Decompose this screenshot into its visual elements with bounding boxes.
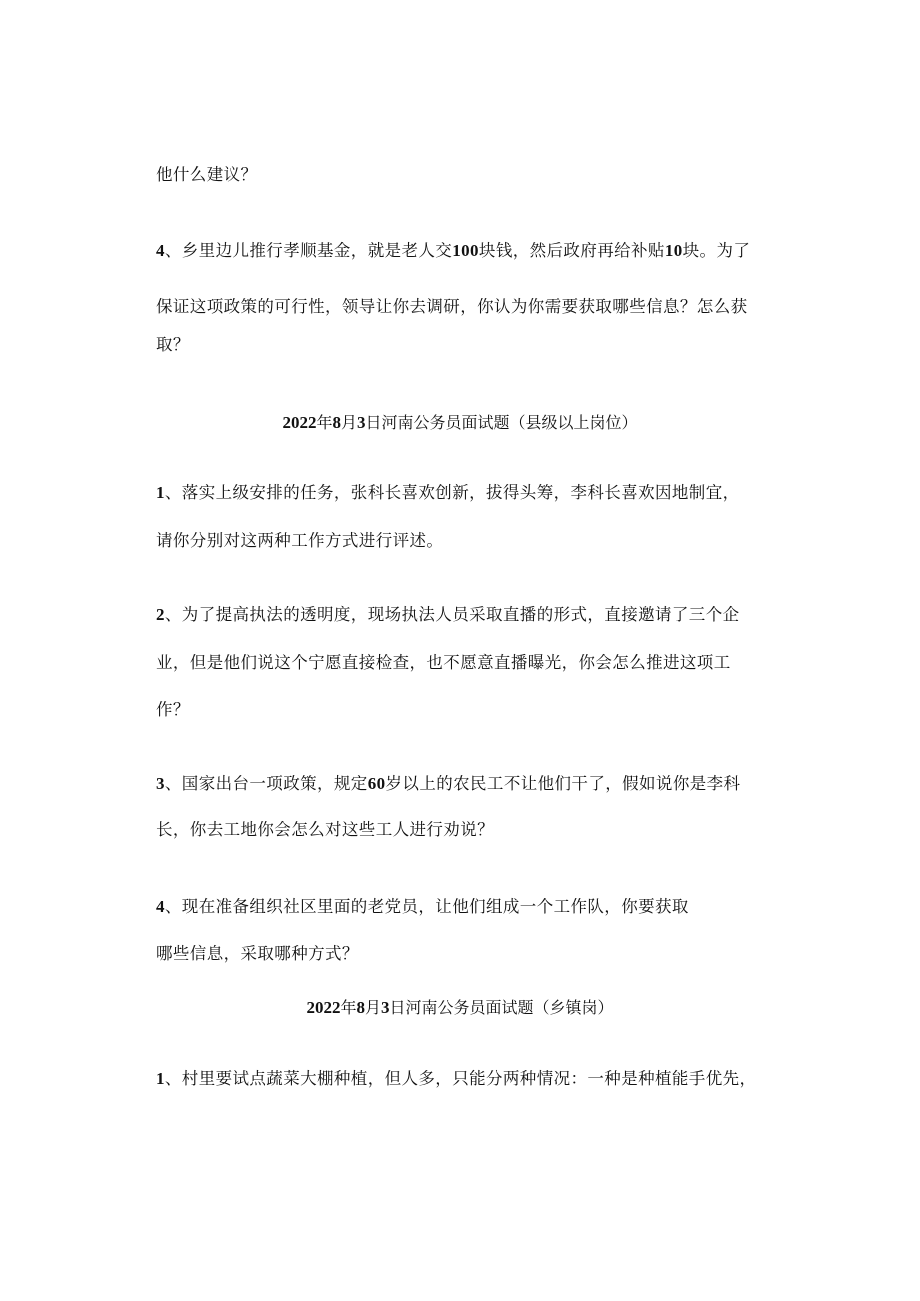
continued-paragraph-line: [156, 164, 257, 186]
text-span: 年: [340, 998, 357, 1017]
heading-month: 8: [356, 998, 365, 1017]
text-span: 他什么建议？: [156, 165, 258, 184]
number-span: 60: [367, 774, 386, 793]
s2-q2-line-3: [156, 699, 190, 721]
s2-q3-line-1: [156, 773, 740, 795]
s2-q4-line-1: [156, 896, 689, 918]
text-span: 、现在准备组织社区里面的老党员，让他们组成一个工作队，你要获取: [164, 897, 689, 916]
section-heading-county: [0, 412, 920, 434]
s2-q2-line-1: [156, 604, 740, 626]
heading-month: 8: [332, 413, 341, 432]
text-span: 、为了提高执法的透明度，现场执法人员采取直播的形式，直接邀请了三个企: [164, 605, 740, 624]
text-span: 日河南公务员面试题（县级以上岗位）: [365, 413, 638, 432]
text-span: 月: [364, 998, 381, 1017]
text-span: 取？: [156, 335, 190, 354]
question-number: 4: [156, 241, 165, 260]
text-span: 、国家出台一项政策，规定: [164, 774, 368, 793]
s2-q1-line-1: [156, 482, 740, 504]
text-span: 块。为了: [682, 241, 751, 260]
question-number: 1: [156, 1069, 165, 1088]
text-span: 长，你去工地你会怎么对这些工人进行劝说？: [156, 820, 494, 839]
text-span: 保证这项政策的可行性，领导让你去调研，你认为你需要获取哪些信息？怎么获: [156, 297, 748, 316]
s1-q4-line-1: [156, 240, 750, 262]
text-span: 岁以上的农民工不让他们干了，假如说你是李科: [385, 774, 741, 793]
number-span: 100: [452, 241, 479, 260]
question-number: 1: [156, 483, 165, 502]
text-span: 、落实上级安排的任务，张科长喜欢创新，拔得头筹，李科长喜欢因地制宜，: [164, 483, 740, 502]
s2-q1-line-2: [156, 530, 443, 552]
s2-q3-line-2: [156, 819, 494, 841]
section-heading-township: [0, 997, 920, 1019]
question-number: 4: [156, 897, 165, 916]
question-number: 3: [156, 774, 165, 793]
s2-q2-line-2: [156, 652, 731, 674]
question-number: 2: [156, 605, 165, 624]
text-span: 业，但是他们说这个宁愿直接检查，也不愿意直播曝光，你会怎么推进这项工: [156, 653, 731, 672]
text-span: 年: [316, 413, 333, 432]
text-span: 日河南公务员面试题（乡镇岗）: [389, 998, 614, 1017]
s1-q4-line-2: [156, 296, 748, 318]
text-span: 哪些信息，采取哪种方式？: [156, 944, 359, 963]
text-span: 、村里要试点蔬菜大棚种植，但人多，只能分两种情况：一种是种植能手优先，: [164, 1069, 757, 1088]
heading-day: 3: [357, 413, 366, 432]
s3-q1-line-1: [156, 1068, 756, 1090]
text-span: 作？: [156, 700, 190, 719]
heading-year: 2022: [282, 413, 317, 432]
text-span: 块钱，然后政府再给补贴: [478, 241, 665, 260]
text-span: 月: [340, 413, 357, 432]
s2-q4-line-2: [156, 943, 359, 965]
s1-q4-line-3: [156, 334, 190, 356]
text-span: 请你分别对这两种工作方式进行评述。: [156, 531, 444, 550]
number-span: 10: [664, 241, 683, 260]
heading-year: 2022: [306, 998, 341, 1017]
heading-day: 3: [381, 998, 390, 1017]
text-span: 、乡里边儿推行孝顺基金，就是老人交: [164, 241, 453, 260]
